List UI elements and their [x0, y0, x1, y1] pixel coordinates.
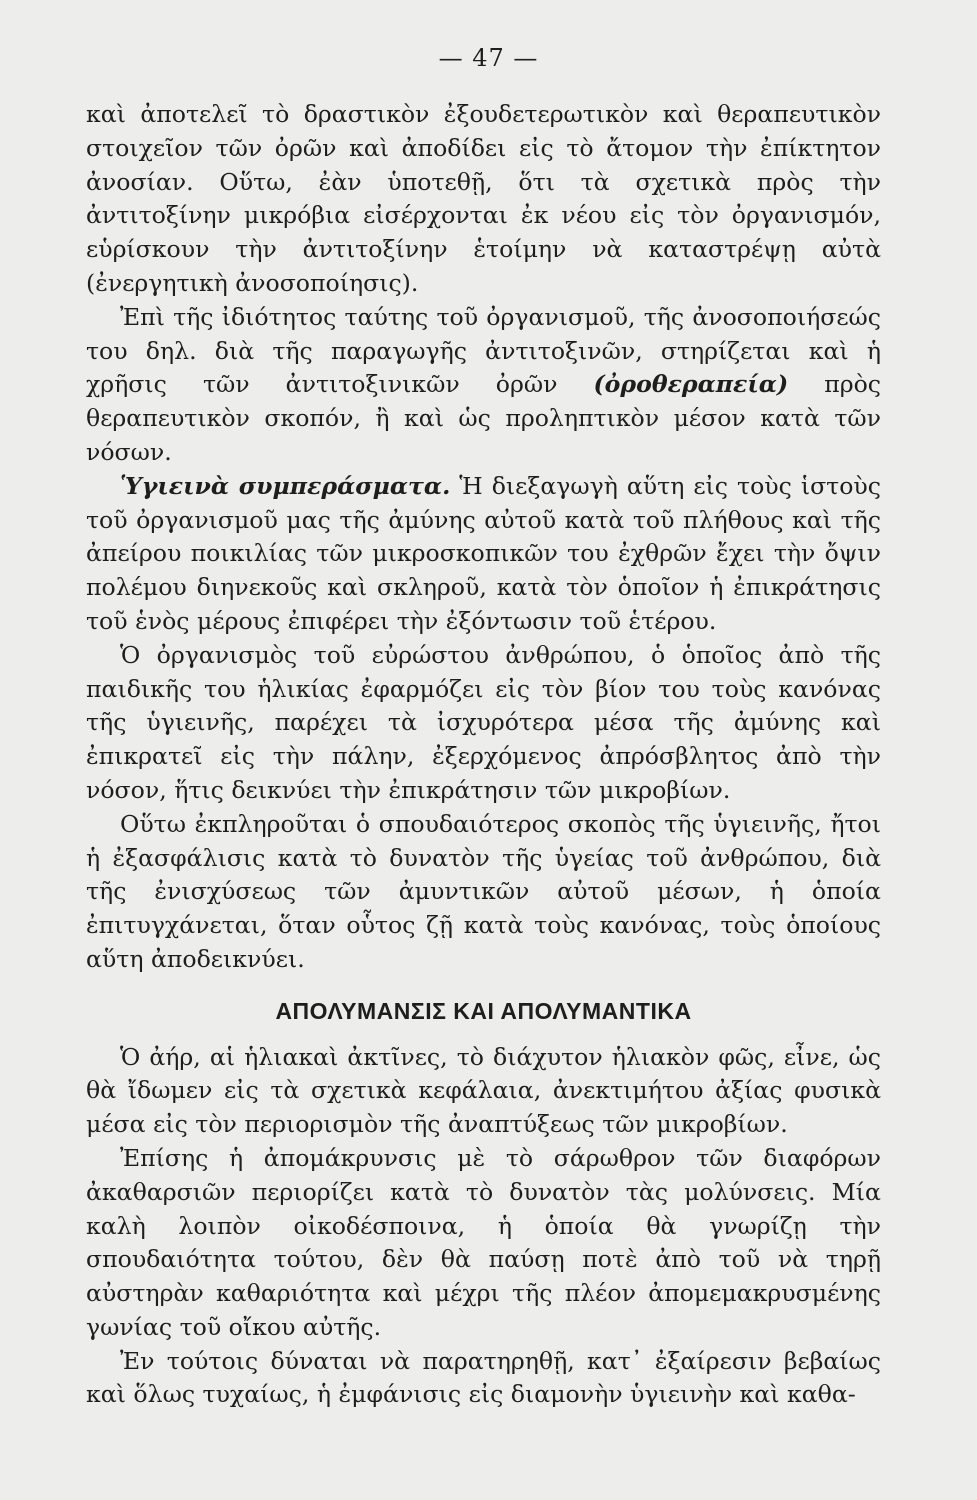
- body-text: [86, 98, 881, 1412]
- paragraph-text: Ἐπὶ τῆς ἰδιότητος ταύτης τοῦ ὀργανισμοῦ, τῆς ἀνοσοποιήσεώς του δηλ. διὰ τῆς παραγωγῆς ἀντιτοξινῶν, στηρίζεται καὶ ἡ χρῆσις τῶν ἀντιτοξινικῶν ὀρῶν: [86, 302, 881, 399]
- paragraph-hygienic-conclusions: [86, 470, 881, 639]
- paragraph-organism: Ὁ ὀργανισμὸς τοῦ εὐρώστου ἀνθρώπου, ὁ ὁποῖος ἀπὸ τῆς παιδικῆς του ἡλικίας ἐφαρμόζει εἰς τὸν βίον του τοὺς κανόνας τῆς ὑγιεινῆς, παρέχει τὰ ἰσχυρότερα μέσα τῆς ἀμύνης καὶ ἐπικρατεῖ εἰς τὴν πάλην, ἐξερχόμενος ἀπρόσβλητος ἀπὸ τὴν νόσον, ἥτις δεικνύει τὴν ἐπικράτησιν τῶν μικροβίων.: [86, 640, 881, 804]
- paragraph-purpose: Οὕτω ἐκπληροῦται ὁ σπουδαιότερος σκοπὸς τῆς ὑγιεινῆς, ἤτοι ἡ ἐξασφάλισις κατὰ τὸ δυνατὸν τῆς ὑγείας τοῦ ἀνθρώπου, διὰ τῆς ἐνισχύσεως τῶν ἀμυντικῶν αὐτοῦ μέσων, ἡ ὁποία ἐπιτυγχάνεται, ὅταν οὗτος ζῇ κατὰ τοὺς κανόνας, τοὺς ὁποίους αὕτη ἀποδεικνύει.: [86, 809, 881, 973]
- page-number: — 47 —: [438, 44, 539, 72]
- paragraph-text: πρὸς θεραπευτικὸν σκοπόν, ἢ καὶ ὡς προληπτικὸν μέσον κατὰ τῶν νόσων.: [86, 370, 882, 466]
- emphasis-term: Ὑγιεινὰ συμπεράσματα.: [120, 471, 451, 500]
- paragraph-text: Ἡ διεξαγωγὴ αὕτη εἰς τοὺς ἱστοὺς τοῦ ὀργανισμοῦ μας τῆς ἀμύνης αὐτοῦ κατὰ τοῦ πλήθους καὶ τῆς ἀπείρου ποικιλίας τῶν μικροσκοπικῶν του ἐχθρῶν ἔχει τὴν ὄψιν πολέμου διηνεκοῦς καὶ σκληροῦ, κατὰ τὸν ὁποῖον ἡ ἐπικράτησις τοῦ ἑνὸς μέρους ἐπιφέρει τὴν ἐξόντωσιν τοῦ ἑτέρου.: [86, 471, 881, 635]
- paragraph-serotherapy: [86, 301, 881, 470]
- paragraph-exception: Ἐν τούτοις δύναται νὰ παρατηρηθῇ, κατ᾿ ἐξαίρεσιν βεβαίως καὶ ὅλως τυχαίως, ἡ ἐμφάνισις εἰς διαμονὴν ὑγιεινὴν καὶ καθα-: [86, 1346, 881, 1409]
- paragraph-sunlight: Ὁ ἀήρ, αἱ ἡλιακαὶ ἀκτῖνες, τὸ διάχυτον ἡλιακὸν φῶς, εἶνε, ὡς θὰ ἴδωμεν εἰς τὰ σχετικὰ κεφάλαια, ἀνεκτιμήτου ἀξίας φυσικὰ μέσα εἰς τὸν περιορισμὸν τῆς ἀναπτύξεως τῶν μικροβίων.: [86, 1042, 881, 1139]
- section-heading: ΑΠΟΛΥΜΑΝΣΙΣ ΚΑΙ ΑΠΟΛΥΜΑΝΤΙΚΑ: [275, 997, 692, 1024]
- paragraph-antitoxin: καὶ ἀποτελεῖ τὸ δραστικὸν ἐξουδετερωτικὸν καὶ θεραπευτικὸν στοιχεῖον τῶν ὀρῶν καὶ ἀποδίδει εἰς τὸ ἄτομον τὴν ἐπίκτητον ἀνοσίαν. Οὕτω, ἐὰν ὑποτεθῇ, ὅτι τὰ σχετικὰ πρὸς τὴν ἀντιτοξίνην μικρόβια εἰσέρχονται ἐκ νέου εἰς τὸν ὀργανισμόν, εὑρίσκουν τὴν ἀντιτοξίνην ἑτοίμην νὰ καταστρέψῃ αὐτὰ (ἐνεργητικὴ ἀνοσοποίησις).: [86, 100, 881, 297]
- emphasis-term: (ὀροθεραπεία): [593, 370, 789, 399]
- paragraph-cleaning: Ἐπίσης ἡ ἀπομάκρυνσις μὲ τὸ σάρωθρον τῶν διαφόρων ἀκαθαρσιῶν περιορίζει κατὰ τὸ δυνατὸν τὰς μολύνσεις. Μία καλὴ λοιπὸν οἰκοδέσποινα, ἡ ὁποία θὰ γνωρίζῃ τὴν σπουδαιότητα τούτου, δὲν θὰ παύσῃ ποτὲ ἀπὸ τοῦ νὰ τηρῇ αὐστηρὰν καθαριότητα καὶ μέχρι τῆς πλέον ἀπομεμακρυσμένης γωνίας τοῦ οἴκου αὐτῆς.: [86, 1143, 881, 1341]
